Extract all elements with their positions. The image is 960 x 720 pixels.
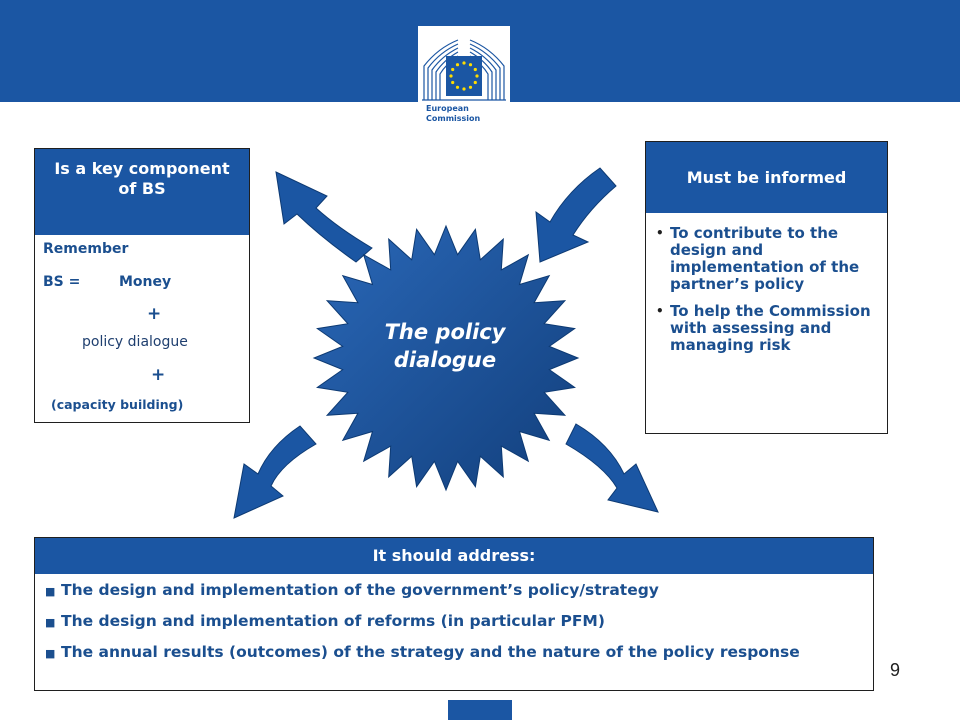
key-component-heading: Is a key component of BS	[35, 149, 249, 235]
should-address-heading: It should address:	[35, 538, 873, 574]
bullet-dot-icon: •	[656, 304, 664, 318]
center-label: The policy dialogue	[384, 320, 506, 372]
list-item: • To contribute to the design and implementation of the partner’s policy	[656, 224, 860, 293]
plus-sign-1: +	[147, 304, 162, 324]
arrow-to-left-box	[276, 172, 372, 262]
must-be-informed-heading: Must be informed	[646, 142, 887, 213]
money-label: Money	[119, 274, 172, 290]
square-bullet-icon: ■	[45, 616, 56, 629]
list-item: ■ The design and implementation of the government’s policy/strategy	[45, 581, 659, 599]
list-item: • To help the Commission with assessing and managing risk	[656, 302, 871, 354]
plus-sign-2: +	[151, 365, 166, 385]
page-number: 9	[890, 660, 901, 680]
arrow-to-bottom-left	[234, 426, 316, 518]
remember-label: Remember	[43, 241, 129, 257]
list-item: ■ The design and implementation of reforms (in particular PFM)	[45, 612, 605, 630]
footer-tab	[448, 700, 512, 720]
bs-equals-label: BS =	[43, 274, 81, 290]
should-address-box	[34, 537, 874, 691]
square-bullet-icon: ■	[45, 585, 56, 598]
address-item-list	[35, 574, 873, 661]
capacity-building-label: (capacity building)	[51, 397, 184, 412]
must-be-informed-box	[645, 141, 888, 434]
arrow-to-bottom-right	[566, 424, 658, 512]
logo-text: European Commission	[426, 104, 481, 123]
list-item: ■ The annual results (outcomes) of the strategy and the nature of the policy response	[45, 643, 800, 661]
key-component-box	[34, 148, 250, 423]
bullet-dot-icon: •	[656, 226, 664, 240]
policy-dialogue-label: policy dialogue	[82, 334, 188, 350]
arrow-from-right-box	[536, 168, 616, 262]
square-bullet-icon: ■	[45, 647, 56, 660]
informed-bullet-list	[646, 213, 887, 354]
